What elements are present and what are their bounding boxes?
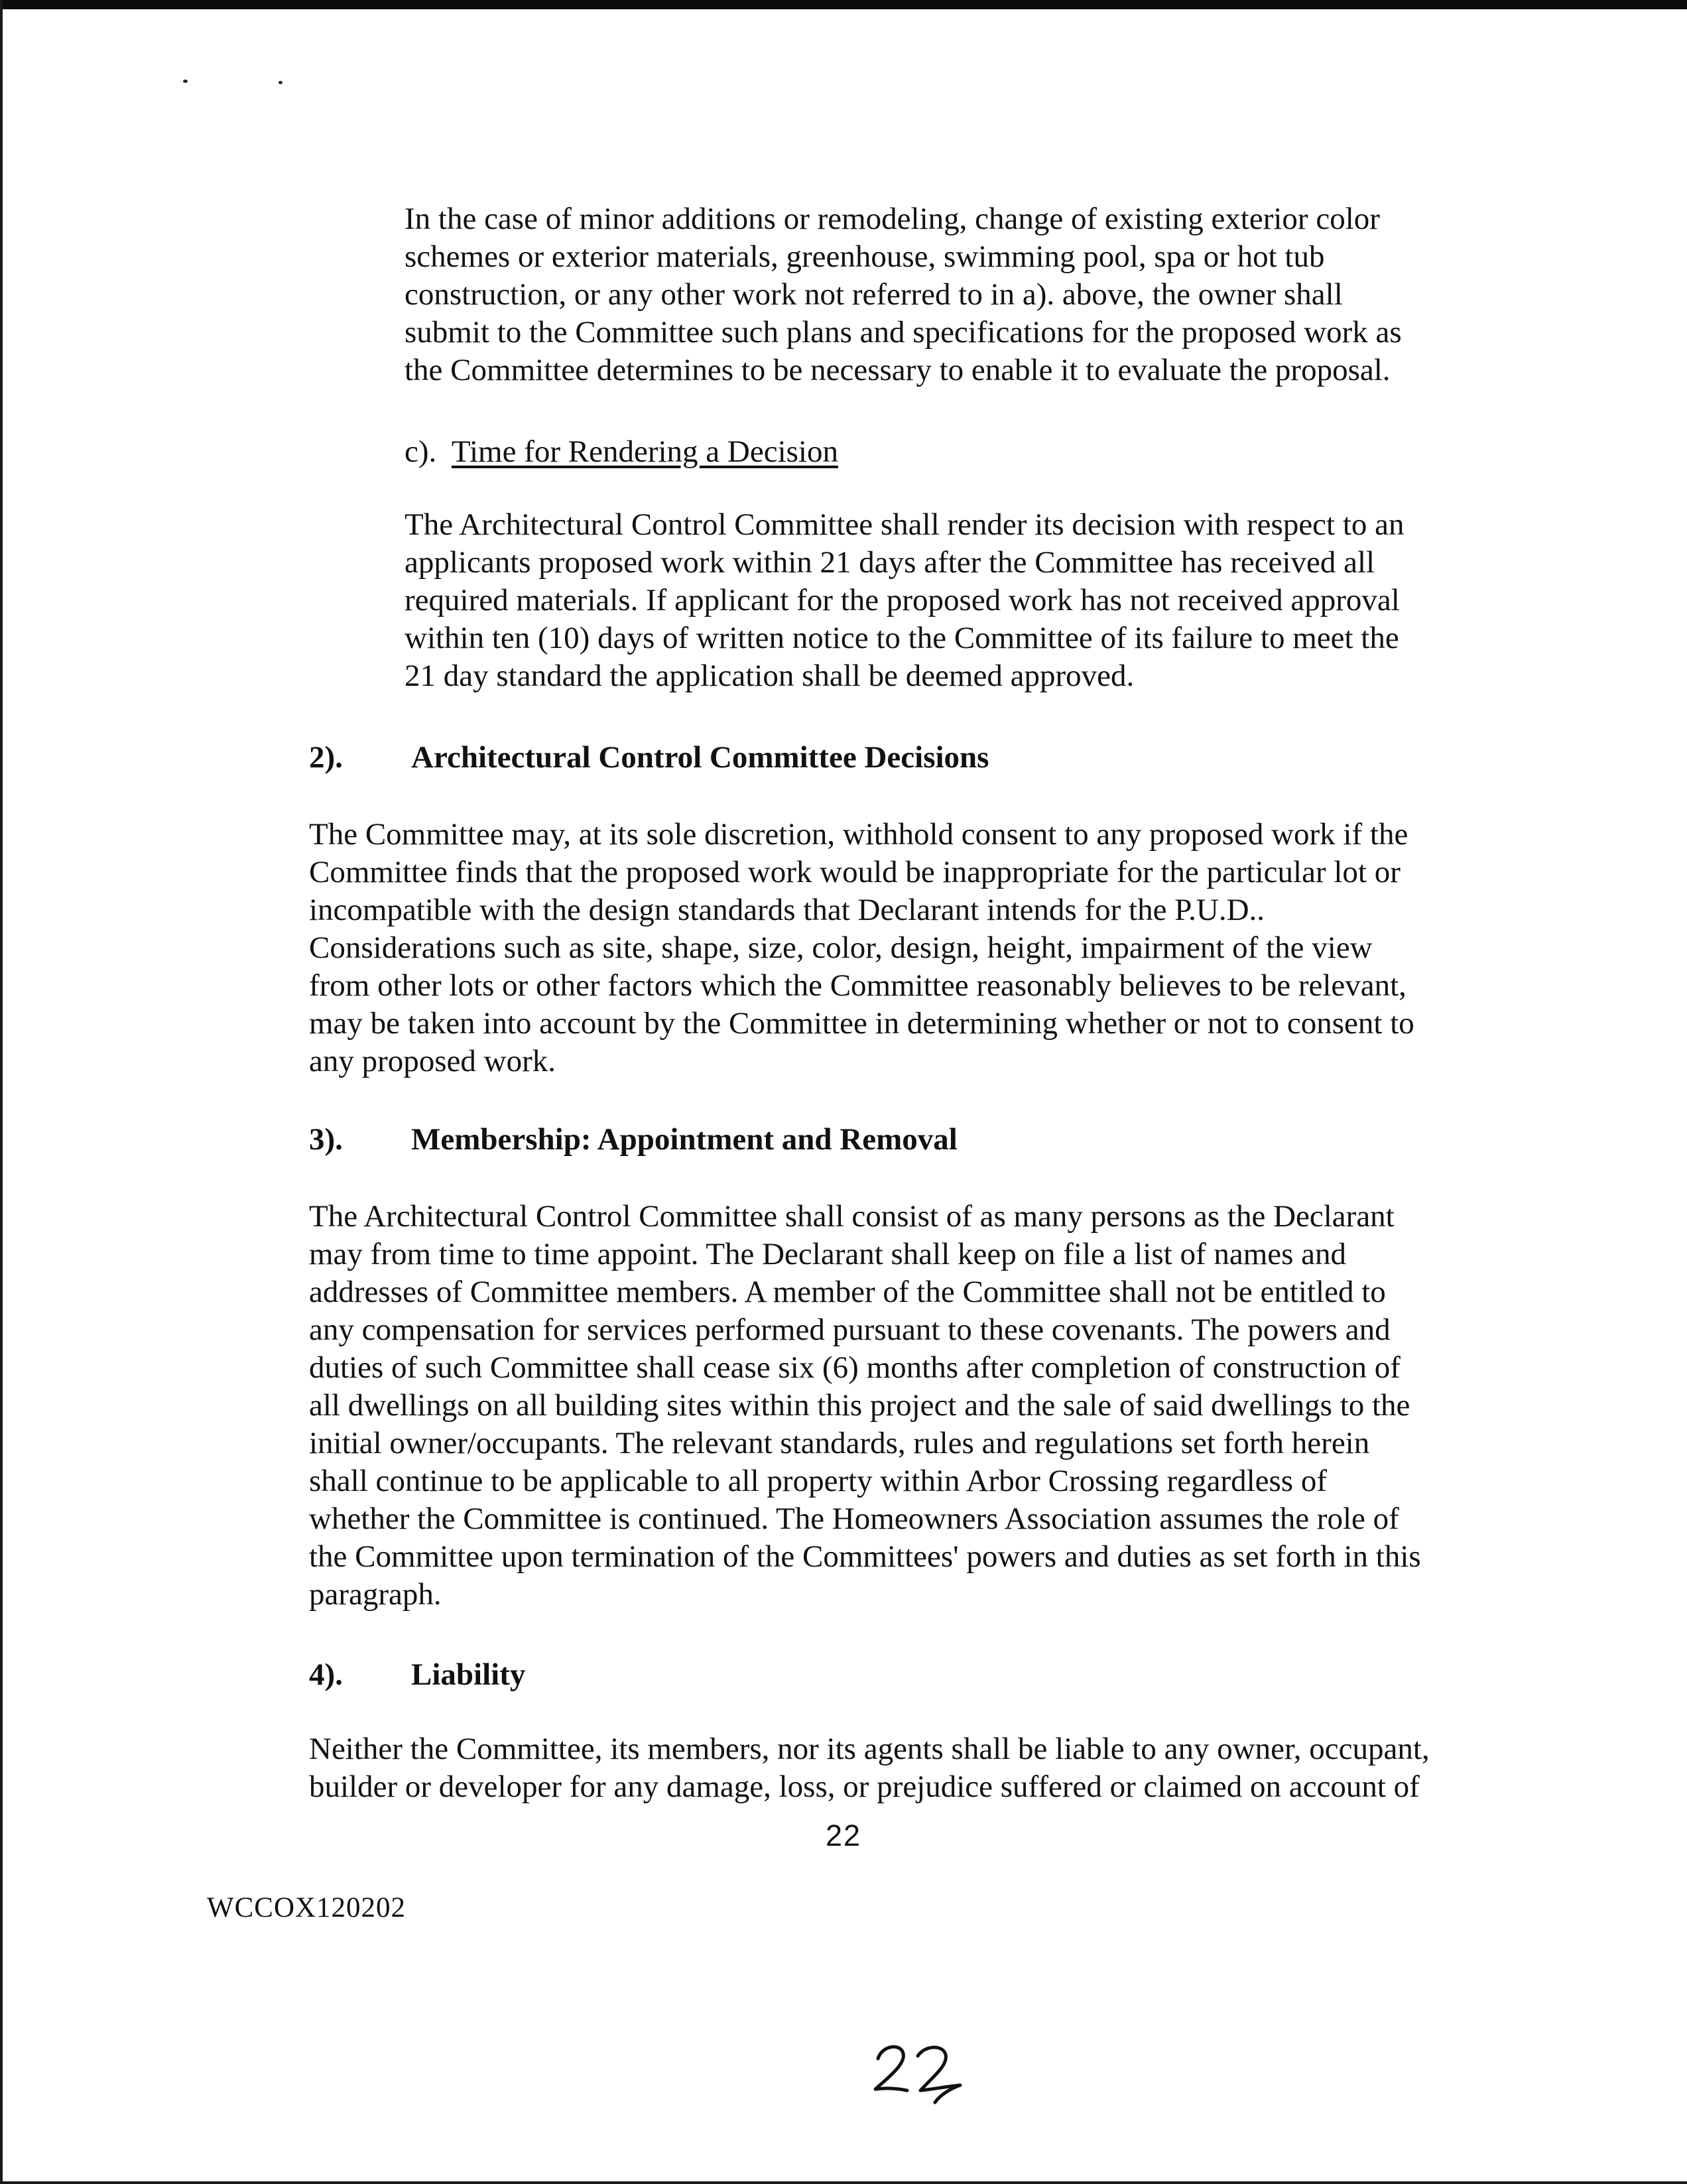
- text-line: the Committee upon termination of the Committees' powers and duties as set forth in this: [309, 1539, 1421, 1574]
- text-line: applicants proposed work within 21 days after the Committee has received all: [405, 545, 1375, 580]
- scan-speck: [279, 81, 282, 84]
- text-line: incompatible with the design standards that Declarant intends for the P.U.D..: [309, 893, 1265, 927]
- text-line: addresses of Committee members. A member of the Committee shall not be entitled to: [309, 1275, 1386, 1309]
- section-2-body: [309, 816, 1503, 1080]
- section-title: Membership: Appointment and Removal: [411, 1122, 958, 1157]
- section-2-heading: [309, 739, 989, 777]
- text-line: paragraph.: [309, 1577, 442, 1612]
- text-line: within ten (10) days of written notice to the Committee of its failure to meet the: [405, 621, 1399, 655]
- scan-speck: [183, 80, 188, 83]
- text-line: shall continue to be applicable to all property within Arbor Crossing regardless of: [309, 1464, 1327, 1498]
- text-line: The Architectural Control Committee shall render its decision with respect to an: [405, 507, 1405, 542]
- handwritten-page-number: [869, 2036, 968, 2109]
- scan-border-left: [0, 0, 3, 2184]
- text-line: whether the Committee is continued. The Homeowners Association assumes the role of: [309, 1502, 1399, 1536]
- page-number: 22: [825, 1819, 862, 1852]
- text-line: The Architectural Control Committee shall consist of as many persons as the Declarant: [309, 1199, 1395, 1234]
- text-line: any proposed work.: [309, 1044, 556, 1078]
- text-line: may be taken into account by the Committee in determining whether or not to consent to: [309, 1006, 1414, 1041]
- text-line: Neither the Committee, its members, nor its agents shall be liable to any owner, occupant,: [309, 1732, 1430, 1766]
- scan-border-top: [0, 0, 1687, 9]
- text-line: builder or developer for any damage, loss, or prejudice suffered or claimed on account of: [309, 1769, 1420, 1804]
- text-line: initial owner/occupants. The relevant standards, rules and regulations set forth herein: [309, 1426, 1370, 1460]
- document-code: WCCOX120202: [207, 1892, 406, 1923]
- text-line: Considerations such as site, shape, size, color, design, height, impairment of the view: [309, 931, 1373, 965]
- text-line: from other lots or other factors which the Committee reasonably believes to be relevant,: [309, 968, 1406, 1003]
- text-line: may from time to time appoint. The Declarant shall keep on file a list of names and: [309, 1237, 1347, 1271]
- section-4-heading: [309, 1656, 525, 1694]
- scan-border-bottom: [0, 2181, 1687, 2184]
- text-line: all dwellings on all building sites within this project and the sale of said dwellings to the: [309, 1388, 1410, 1423]
- section-3-body: [309, 1198, 1503, 1614]
- section-number: 4).: [309, 1657, 343, 1692]
- text-line: required materials. If applicant for the proposed work has not received approval: [405, 583, 1400, 617]
- text-line: the Committee determines to be necessary to enable it to evaluate the proposal.: [405, 353, 1391, 387]
- text-line: The Committee may, at its sole discretion, withhold consent to any proposed work if the: [309, 817, 1408, 852]
- subsection-marker: c).: [405, 434, 437, 469]
- subsection-c-body: [405, 506, 1499, 695]
- text-line: construction, or any other work not referred to in a). above, the owner shall: [405, 277, 1343, 312]
- text-line: duties of such Committee shall cease six (6) months after completion of construction of: [309, 1350, 1401, 1385]
- paragraph-b-continued: [405, 200, 1499, 389]
- text-line: submit to the Committee such plans and specifications for the proposed work as: [405, 315, 1402, 350]
- text-line: In the case of minor additions or remodeling, change of existing exterior color: [405, 202, 1380, 236]
- section-4-body: [309, 1730, 1503, 1806]
- text-line: Committee finds that the proposed work would be inappropriate for the particular lot or: [309, 855, 1401, 889]
- subsection-title: Time for Rendering a Decision: [451, 434, 838, 469]
- text-line: 21 day standard the application shall be deemed approved.: [405, 659, 1135, 693]
- text-line: any compensation for services performed pursuant to these covenants. The powers and: [309, 1313, 1391, 1347]
- section-title: Liability: [411, 1657, 526, 1692]
- section-number: 2).: [309, 740, 343, 775]
- section-3-heading: [309, 1121, 958, 1159]
- text-line: schemes or exterior materials, greenhouse, swimming pool, spa or hot tub: [405, 239, 1325, 274]
- section-title: Architectural Control Committee Decisions: [411, 740, 989, 775]
- subsection-c-heading: [405, 433, 838, 471]
- section-number: 3).: [309, 1122, 343, 1157]
